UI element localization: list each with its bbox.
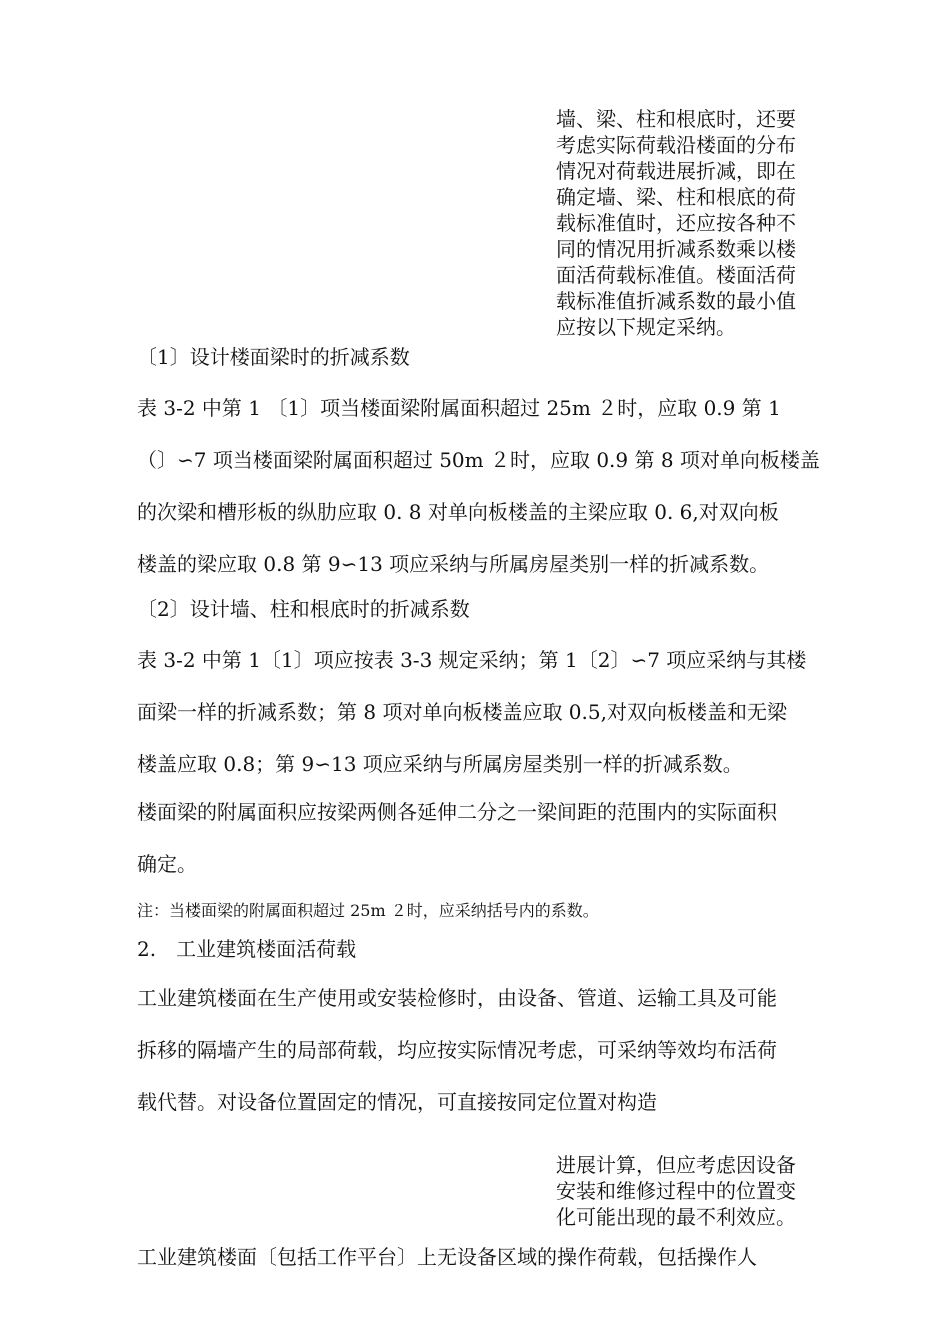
section-heading-beam: 〔1〕设计楼面梁时的折减系数 (137, 345, 410, 369)
paragraph-beam-factors (137, 382, 837, 590)
right-column-text-2 (556, 1152, 824, 1230)
section-heading-industrial: 2. 工业建筑楼面活荷载 (137, 937, 357, 961)
text-line: 工业建筑楼面在生产使用或安装检修时，由设备、管道、运输工具及可能 (137, 986, 777, 1010)
text-line: 载标准值折减系数的最小值 (556, 289, 796, 313)
text-line: 应按以下规定采纳。 (556, 315, 736, 339)
text-line: 楼盖的梁应取 0.8 第 9∽13 项应采纳与所属房屋类别一样的折减系数。 (137, 552, 770, 576)
text-line: （〕∽7 项当楼面梁附属面积超过 50m ２时，应取 0.9 第 8 项对单向板楼盖 (137, 448, 820, 472)
text-line: 同的情况用折减系数乘以楼 (556, 237, 796, 261)
section-heading-wall: 〔2〕设计墙、柱和根底时的折减系数 (137, 597, 470, 621)
text-line: 墙、梁、柱和根底时，还要 (556, 107, 796, 131)
footnote: 注：当楼面梁的附属面积超过 25m ２时，应采纳括号内的系数。 (137, 901, 599, 920)
text-line: 楼面梁的附属面积应按梁两侧各延伸二分之一梁间距的范围内的实际面积 (137, 800, 777, 824)
text-line: 进展计算，但应考虑因设备 (556, 1153, 796, 1177)
paragraph-operation-load: 工业建筑楼面〔包括工作平台〕上无设备区域的操作荷载，包括操作人 (137, 1245, 757, 1269)
text-line: 拆移的隔墙产生的局部荷载，均应按实际情况考虑，可采纳等效均布活荷 (137, 1038, 777, 1062)
text-line: 载代替。对设备位置固定的情况，可直接按同定位置对构造 (137, 1090, 657, 1114)
text-line: 面活荷载标准值。楼面活荷 (556, 263, 796, 287)
text-line: 载标准值时，还应按各种不 (556, 211, 796, 235)
text-line: 安装和维修过程中的位置变 (556, 1179, 796, 1203)
text-line: 化可能出现的最不利效应。 (556, 1205, 796, 1229)
right-column-text-1 (556, 106, 824, 340)
text-line: 确定。 (137, 852, 197, 876)
text-line: 楼盖应取 0.8；第 9∽13 项应采纳与所属房屋类别一样的折减系数。 (137, 752, 743, 776)
text-line: 表 3-2 中第 1〔1〕项应按表 3-3 规定采纳；第 1〔2〕∽7 项应采纳与其楼 (137, 648, 807, 672)
text-line: 考虑实际荷载沿楼面的分布 (556, 133, 796, 157)
text-line: 确定墙、梁、柱和根底的荷 (556, 185, 796, 209)
paragraph-wall-factors (137, 634, 837, 790)
text-line: 表 3-2 中第 1 〔1〕项当楼面梁附属面积超过 25m ２时，应取 0.9 第 1 (137, 396, 781, 420)
paragraph-attached-area (137, 786, 837, 890)
paragraph-industrial-floor (137, 972, 837, 1128)
text-line: 面梁一样的折减系数；第 8 项对单向板楼盖应取 0.5,对双向板楼盖和无梁 (137, 700, 787, 724)
text-line: 情况对荷载进展折减，即在 (556, 159, 796, 183)
text-line: 的次梁和槽形板的纵肋应取 0. 8 对单向板楼盖的主梁应取 0. 6,对双向板 (137, 500, 779, 524)
